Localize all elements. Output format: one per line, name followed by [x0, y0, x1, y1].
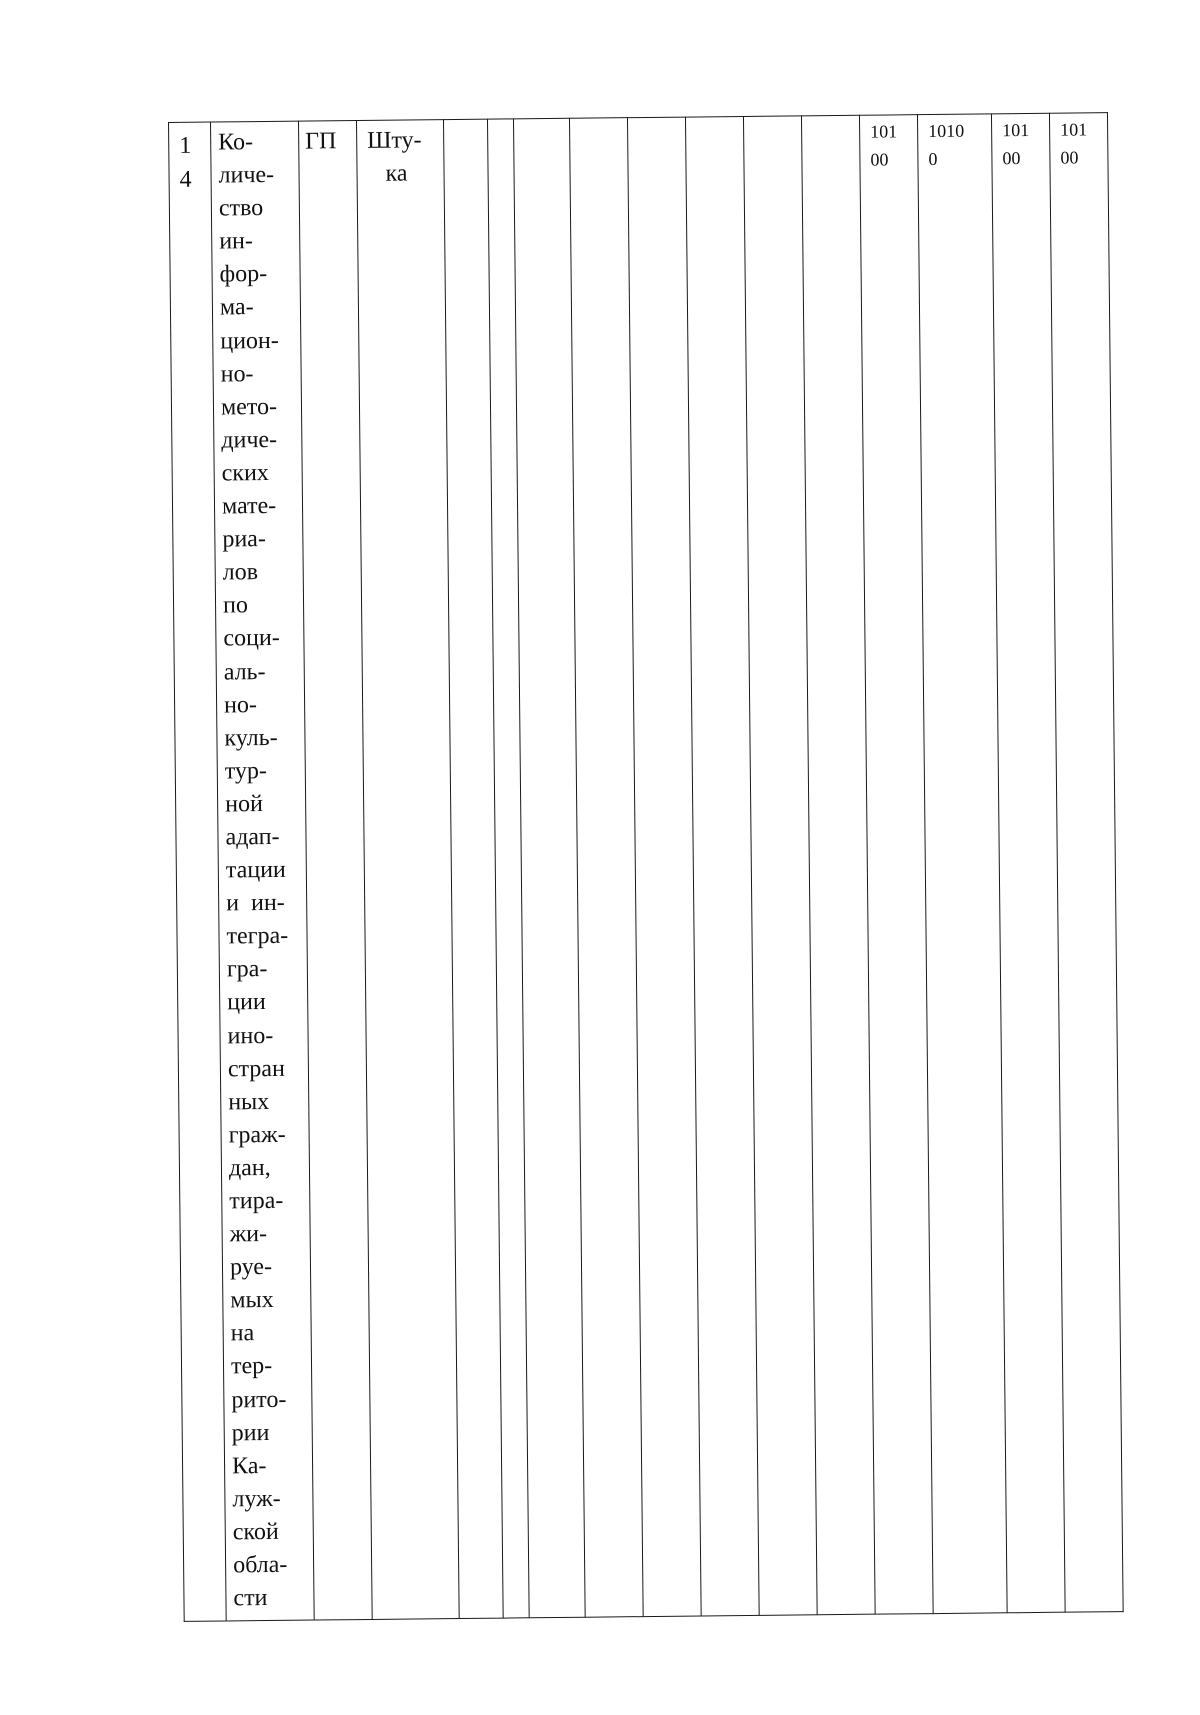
row-number-digit: 1 [179, 132, 192, 159]
indicator-name-line: ных [228, 1088, 270, 1116]
value-line: 101 [1060, 119, 1088, 140]
indicator-name-line: по [222, 592, 249, 619]
indicator-name-line: руе- [229, 1254, 273, 1281]
indicator-name-line: мых [230, 1287, 274, 1314]
value-line: 0 [928, 148, 938, 170]
value-line: 00 [870, 149, 889, 170]
indicator-name-line: гра- [226, 956, 268, 983]
indicator-name-line: луж- [232, 1485, 281, 1513]
indicator-name-line: ма- [219, 294, 254, 321]
indicator-name-line: тира- [229, 1187, 284, 1215]
indicator-name-line: аль- [223, 658, 266, 685]
indicator-name-line: ной [225, 790, 263, 818]
indicator-name-line: личе- [218, 161, 275, 189]
unit-line: Шту- [367, 127, 422, 154]
table-row [169, 113, 1124, 1622]
indicator-name-line: мето- [220, 393, 278, 421]
indicator-name-line: рии [231, 1419, 270, 1447]
indicator-name-line: соци- [223, 625, 280, 652]
indicator-name-line: сти [233, 1585, 268, 1612]
indicator-name-line: тегра- [226, 923, 289, 950]
indicator-name-line: ской [232, 1518, 279, 1546]
indicator-name-line: куль- [224, 724, 278, 752]
unit-cell [356, 120, 459, 1620]
indicator-name-line: диче- [221, 426, 278, 454]
indicator-name-line: ство [218, 195, 264, 222]
indicator-name-line: фор- [219, 261, 268, 288]
indicator-name-line: ино- [227, 1022, 274, 1049]
value-line: 101 [1002, 119, 1030, 141]
indicator-name-line: адап- [225, 823, 280, 851]
indicator-name-line: граж- [228, 1121, 286, 1149]
indicator-name-line: дан, [228, 1154, 271, 1182]
indicator-name-line: жи- [229, 1221, 268, 1248]
indicator-name-line: на [230, 1320, 255, 1347]
value-line: 1010 [928, 120, 965, 142]
indicator-name-line: но- [223, 691, 258, 719]
indicator-name-line: Ко- [218, 129, 254, 156]
indicator-table [168, 112, 1124, 1622]
indicator-name-line: рито- [231, 1386, 287, 1413]
indicator-name-line: тур- [224, 757, 268, 785]
indicator-name-line: тер- [230, 1353, 273, 1380]
value-line: 101 [870, 121, 898, 142]
value-line: 00 [1060, 147, 1079, 168]
indicator-name-line: Ка- [231, 1452, 267, 1480]
indicator-name-line: ции [227, 989, 266, 1016]
indicator-name-line: но- [220, 360, 254, 388]
indicator-name-line: обла- [232, 1551, 288, 1579]
indicator-name-line: и ин- [226, 889, 285, 917]
indicator-name-line: тации [225, 856, 286, 884]
value-line: 00 [1002, 148, 1021, 169]
unit-line: ка [385, 160, 408, 187]
row-number-digit: 4 [179, 166, 192, 193]
indicator-name-line: ин- [219, 228, 254, 255]
indicator-name-line: лов [222, 559, 259, 586]
indicator-name-line: цион- [220, 327, 279, 355]
indicator-name-line: ских [221, 459, 269, 487]
indicator-name-line: стран [227, 1055, 285, 1083]
indicator-name-line: мате- [221, 492, 277, 520]
source-text: ГП [305, 128, 337, 155]
indicator-name-cell [211, 121, 315, 1621]
indicator-name-line: риа- [222, 526, 267, 553]
